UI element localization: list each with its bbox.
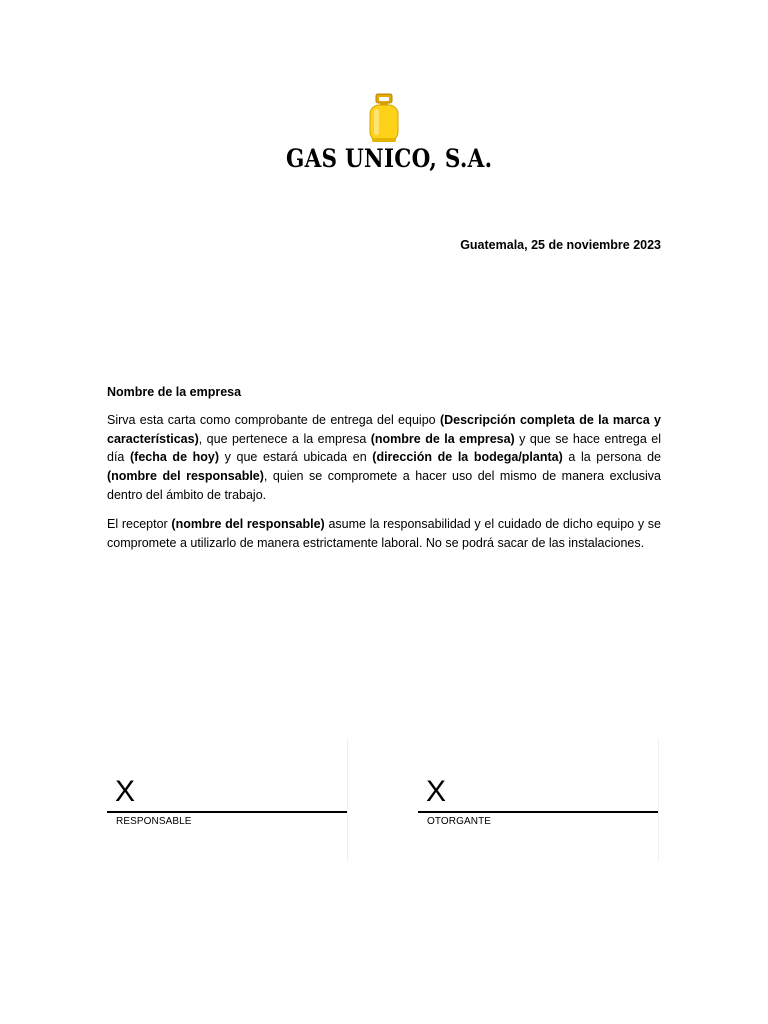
placeholder-company-name: (nombre de la empresa) [370, 431, 515, 446]
text-segment: y que estará ubicada en [219, 450, 373, 465]
placeholder-equipment-description: (Descripción completa de la marca y características) [107, 413, 661, 446]
text-segment: El receptor [107, 517, 172, 531]
signature-line[interactable] [107, 811, 347, 813]
text-segment: a la persona de [562, 450, 662, 465]
date-line: Guatemala, 25 de noviembre 2023 [460, 238, 661, 252]
text-segment: , que pertenece a la empresa [198, 431, 371, 446]
signature-block-otorgante [418, 738, 658, 862]
signature-line[interactable] [418, 811, 658, 813]
placeholder-warehouse-address: (dirección de la bodega/planta) [372, 450, 563, 465]
text-segment: asume la responsabilidad y el cuidado de dicho equipo y se compromete a utilizarlo de manera estrictamente laboral. No se podrá sacar de las instalaciones. [107, 517, 662, 550]
signature-label: RESPONSABLE [116, 816, 192, 827]
signature-divider [347, 738, 348, 862]
placeholder-responsible-name: (nombre del responsable) [171, 517, 325, 531]
company-name: GAS UNICO, S.A. [285, 144, 493, 173]
gas-cylinder-icon [364, 92, 404, 144]
text-segment: , quien se compromete a hacer uso del mismo de manera exclusiva dentro del ámbito de trabajo. [107, 469, 661, 502]
text-segment: Sirva esta carta como comprobante de entrega del equipo [107, 413, 440, 427]
signature-mark: X [426, 775, 447, 808]
signature-label: OTORGANTE [427, 816, 492, 827]
paragraph-delivery [107, 411, 661, 505]
text-segment: y que se hace entrega el día [107, 431, 662, 465]
placeholder-date: (fecha de hoy) [130, 450, 220, 465]
placeholder-responsible-name: (nombre del responsable) [107, 469, 264, 484]
addressee: Nombre de la empresa [107, 385, 242, 399]
signature-divider [658, 738, 659, 862]
signature-block-responsable [107, 738, 347, 862]
signature-mark: X [115, 775, 136, 808]
paragraph-responsibility [107, 515, 661, 552]
letterhead-logo [270, 92, 498, 182]
